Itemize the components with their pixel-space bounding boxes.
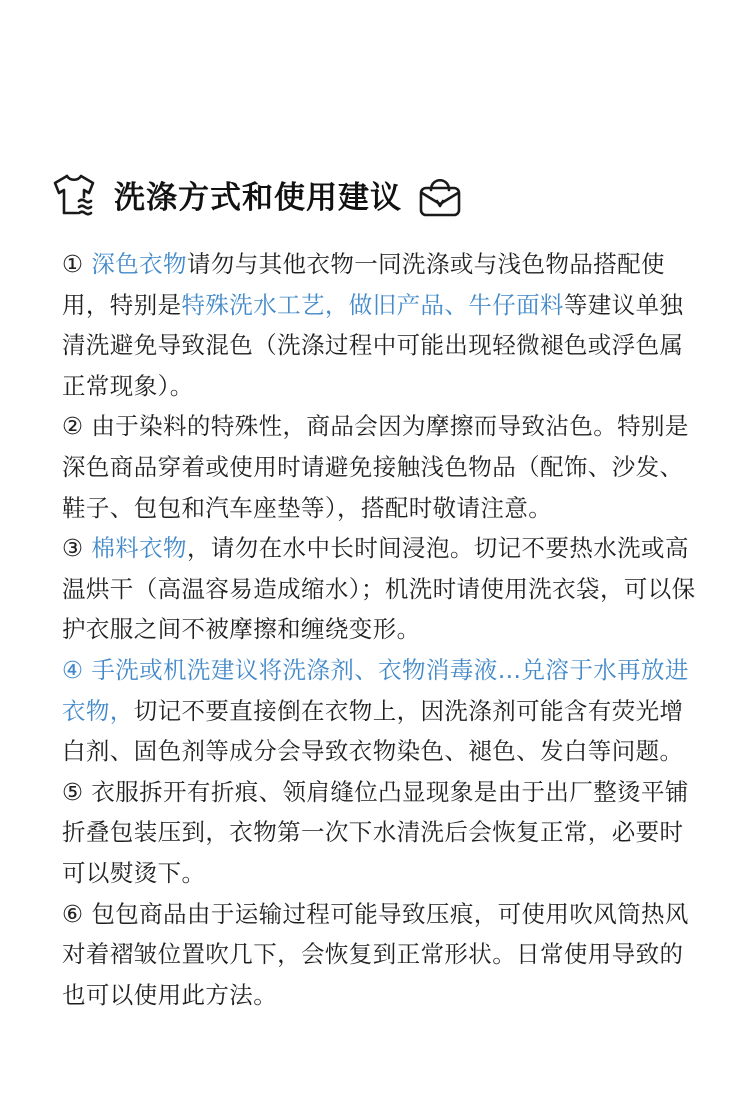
instruction-item-6	[62, 894, 702, 1016]
tshirt-wash-icon	[50, 169, 100, 219]
section-title: 洗涤方式和使用建议	[114, 179, 402, 216]
body-text: 请勿与其他衣物一同洗涤或与浅色物品搭配使用，特别是	[62, 250, 665, 319]
highlight-text: 棉料衣物	[91, 534, 187, 563]
instruction-item-2	[62, 406, 702, 528]
body-text: ⑤ 衣服拆开有折痕、领肩缝位凸显现象是由于出厂整烫平铺折叠包装压到，衣物第一次下水清洗后会恢复正常，必要时可以熨烫下。	[62, 777, 689, 887]
body-text: ⑥ 包包商品由于运输过程可能导致压痕，可使用吹风筒热风对着褶皱位置吹几下，会恢复到正常形状。日常使用导致的也可以使用此方法。	[62, 899, 689, 1009]
instruction-item-4	[62, 650, 702, 772]
instruction-item-5	[62, 772, 702, 894]
instruction-item-1	[62, 244, 702, 406]
care-instructions	[62, 244, 702, 1015]
body-text: ①	[62, 250, 92, 278]
highlight-text: 深色衣物	[91, 250, 187, 278]
highlight-text: 特殊洗水工艺，做旧产品、牛仔面料	[181, 290, 564, 319]
instruction-item-3	[62, 528, 702, 650]
body-text: 等建议单独清洗避免导致混色（洗涤过程中可能出现轻微褪色或浮色属正常现象）。	[62, 290, 684, 400]
body-text: ③	[62, 534, 92, 563]
section-header	[50, 168, 462, 220]
body-text: ，请勿在水中长时间浸泡。切记不要热水洗或高温烘干（高温容易造成缩水）；机洗时请使用洗衣袋，可以保护衣服之间不被摩擦和缠绕变形。	[62, 534, 696, 644]
handbag-icon	[418, 173, 462, 219]
body-text: ② 由于染料的特殊性，商品会因为摩擦而导致沾色。特别是深色商品穿着或使用时请避免接触浅色物品（配饰、沙发、鞋子、包包和汽车座垫等），搭配时敬请注意。	[62, 412, 689, 522]
body-text: 切记不要直接倒在衣物上，因洗涤剂可能含有荧光增白剂、固色剂等成分会导致衣物染色、褪色、发白等问题。	[62, 696, 684, 766]
highlight-text: ④ 手洗或机洗建议将洗涤剂、衣物消毒液…兑溶于水再放进衣物，	[62, 655, 689, 725]
